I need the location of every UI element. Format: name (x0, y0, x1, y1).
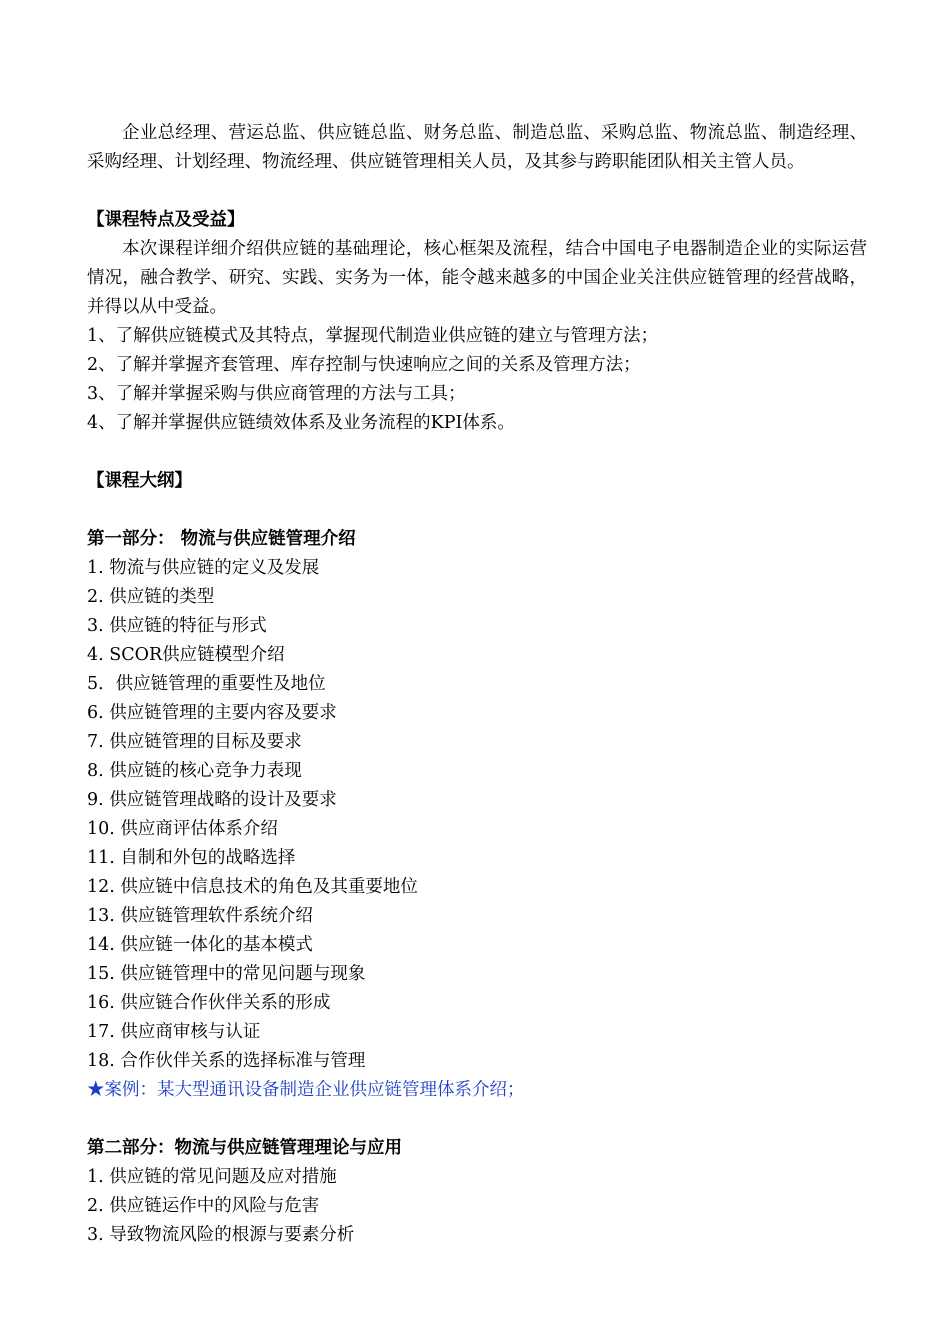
outline-item: 7. 供应链管理的目标及要求 (87, 732, 302, 752)
benefit-item: 3、了解并掌握采购与供应商管理的方法与工具； (87, 384, 466, 404)
outline-item: 9. 供应链管理战略的设计及要求 (87, 790, 337, 810)
outline-item: 8. 供应链的核心竞争力表现 (87, 761, 302, 781)
outline-item: 14. 供应链一体化的基本模式 (87, 935, 313, 955)
outline-item: 2. 供应链运作中的风险与危害 (87, 1196, 320, 1216)
part1-title: 第一部分： 物流与供应链管理介绍 (87, 529, 356, 549)
outline-item: 10. 供应商评估体系介绍 (87, 819, 278, 839)
outline-item: 12. 供应链中信息技术的角色及其重要地位 (87, 877, 418, 897)
outline-item: 15. 供应链管理中的常见问题与现象 (87, 964, 366, 984)
outline-item: 6. 供应链管理的主要内容及要求 (87, 703, 337, 723)
outline-item: 3. 导致物流风险的根源与要素分析 (87, 1225, 355, 1245)
features-intro: 本次课程详细介绍供应链的基础理论，核心框架及流程，结合中国电子电器制造企业的实际运营情况，融合教学、研究、实践、实务为一体，能令越来越多的中国企业关注供应链管理的经营战略，并得以从中受益。 (87, 239, 867, 317)
outline-item: 18. 合作伙伴关系的选择标准与管理 (87, 1051, 366, 1071)
part1-list (87, 554, 867, 1076)
case-study-note: ★案例：某大型通讯设备制造企业供应链管理体系介绍； (87, 1080, 525, 1100)
outline-heading: 【课程大纲】 (87, 471, 192, 491)
part2-title: 第二部分：物流与供应链管理理论与应用 (87, 1138, 402, 1158)
outline-item: 5．供应链管理的重要性及地位 (87, 674, 326, 694)
outline-item: 17. 供应商审核与认证 (87, 1022, 261, 1042)
benefit-item: 2、了解并掌握齐套管理、库存控制与快速响应之间的关系及管理方法； (87, 355, 641, 375)
benefit-item: 1、了解供应链模式及其特点，掌握现代制造业供应链的建立与管理方法； (87, 326, 659, 346)
audience-paragraph: 企业总经理、营运总监、供应链总监、财务总监、制造总监、采购总监、物流总监、制造经理、采购经理、计划经理、物流经理、供应链管理相关人员，及其参与跨职能团队相关主管人员。 (87, 123, 867, 172)
outline-item: 11. 自制和外包的战略选择 (87, 848, 296, 868)
spacer (87, 1105, 867, 1134)
benefit-item: 4、了解并掌握供应链绩效体系及业务流程的KPI体系。 (87, 413, 515, 433)
features-heading: 【课程特点及受益】 (87, 210, 245, 230)
document-page (87, 119, 867, 1250)
spacer (87, 177, 867, 206)
outline-item: 2. 供应链的类型 (87, 587, 215, 607)
outline-item: 4. SCOR供应链模型介绍 (87, 645, 285, 665)
outline-item: 16. 供应链合作伙伴关系的形成 (87, 993, 331, 1013)
outline-item: 3. 供应链的特征与形式 (87, 616, 267, 636)
spacer (87, 496, 867, 525)
benefits-list (87, 322, 867, 438)
outline-item: 1. 供应链的常见问题及应对措施 (87, 1167, 337, 1187)
spacer (87, 438, 867, 467)
outline-item: 1. 物流与供应链的定义及发展 (87, 558, 320, 578)
outline-item: 13. 供应链管理软件系统介绍 (87, 906, 313, 926)
part2-list (87, 1163, 867, 1250)
